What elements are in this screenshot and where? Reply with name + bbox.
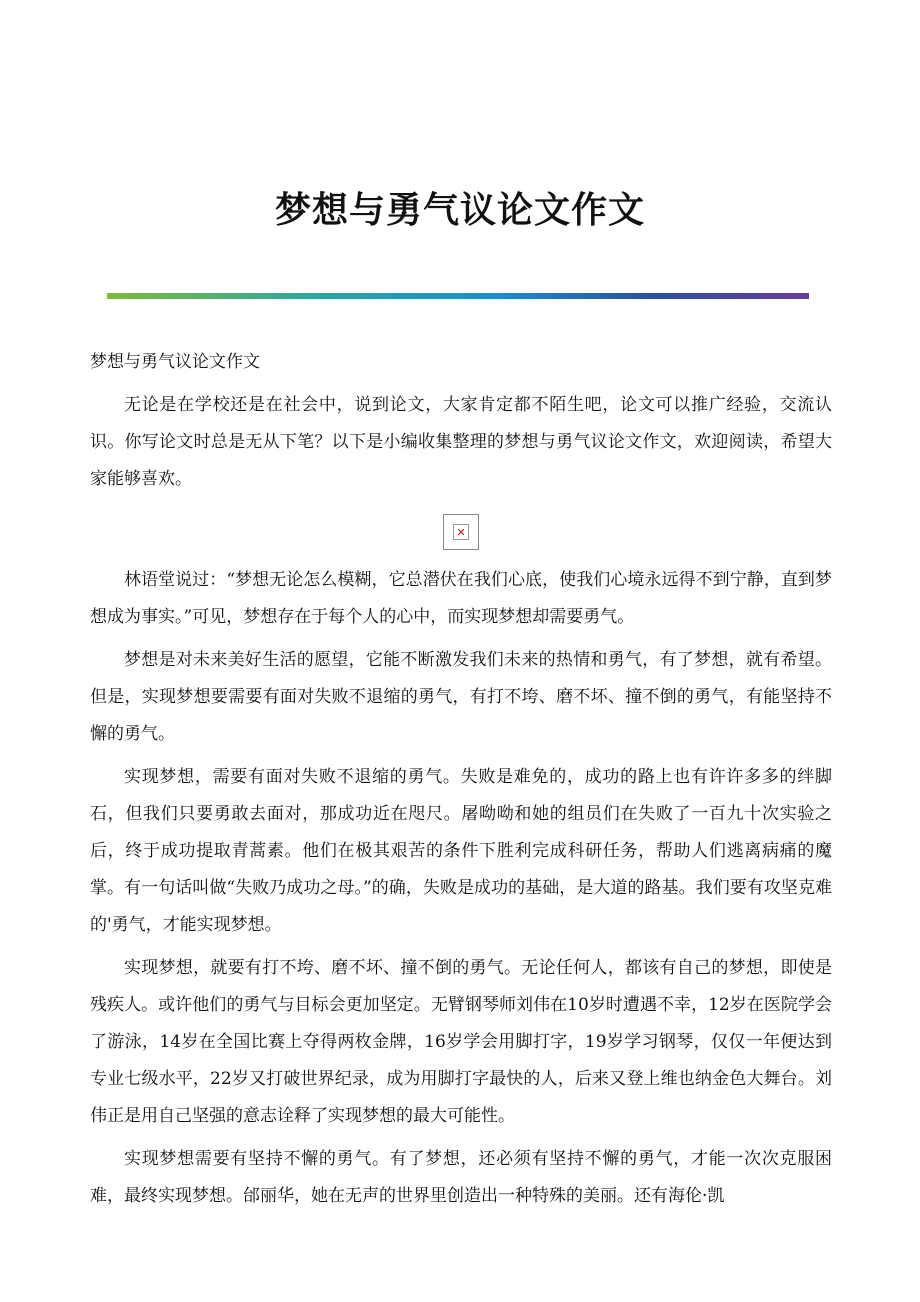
paragraph: 实现梦想，就要有打不垮、磨不坏、撞不倒的勇气。无论任何人，都该有自己的梦想，即使是残疾人。或许他们的勇气与目标会更加坚定。无臂钢琴师刘伟在10岁时遭遇不幸，12岁在医院学会了游泳，14岁在全国比赛上夺得两枚金牌，16岁学会用脚打字，19岁学习钢琴，仅仅一年便达到专业七级水平，22岁又打破世界纪录，成为用脚打字最快的人，后来又登上维也纳金色大舞台。刘伟正是用自己坚强的意志诠释了实现梦想的最大可能性。 — [90, 958, 832, 1126]
paragraph: 林语堂说过：“梦想无论怎么模糊，它总潜伏在我们心底，使我们心境永远得不到宁静，直到梦想成为事实。”可见，梦想存在于每个人的心中，而实现梦想却需要勇气。 — [90, 570, 832, 627]
document-subtitle: 梦想与勇气议论文作文 — [90, 352, 260, 372]
paragraph-intro: 无论是在学校还是在社会中，说到论文，大家肯定都不陌生吧，论文可以推广经验，交流认识。你写论文时总是无从下笔？以下是小编收集整理的梦想与勇气议论文作文，欢迎阅读，希望大家能够喜欢。 — [90, 395, 832, 489]
broken-image-icon: ✕ — [453, 524, 469, 540]
paragraph: 实现梦想需要有坚持不懈的勇气。有了梦想，还必须有坚持不懈的勇气，才能一次次克服困难，最终实现梦想。邰丽华，她在无声的世界里创造出一种特殊的美丽。还有海伦·凯 — [90, 1149, 832, 1206]
paragraph: 梦想是对未来美好生活的愿望，它能不断激发我们未来的热情和勇气，有了梦想，就有希望。但是，实现梦想要需要有面对失败不退缩的勇气，有打不垮、磨不坏、撞不倒的勇气，有能坚持不懈的勇气。 — [90, 650, 832, 744]
paragraph: 实现梦想，需要有面对失败不退缩的勇气。失败是难免的，成功的路上也有许许多多的绊脚石，但我们只要勇敢去面对，那成功近在咫尺。屠呦呦和她的组员们在失败了一百九十次实验之后，终于成功提取青蒿素。他们在极其艰苦的条件下胜利完成科研任务，帮助人们逃离病痛的魔掌。有一句话叫做“失败乃成功之母。”的确，失败是成功的基础，是大道的路基。我们要有攻坚克难的'勇气，才能实现梦想。 — [90, 767, 832, 935]
title-divider — [107, 293, 809, 299]
image-placeholder — [90, 504, 832, 560]
image-frame — [443, 514, 479, 550]
document-body — [90, 344, 832, 1221]
document-title: 梦想与勇气议论文作文 — [274, 189, 645, 231]
